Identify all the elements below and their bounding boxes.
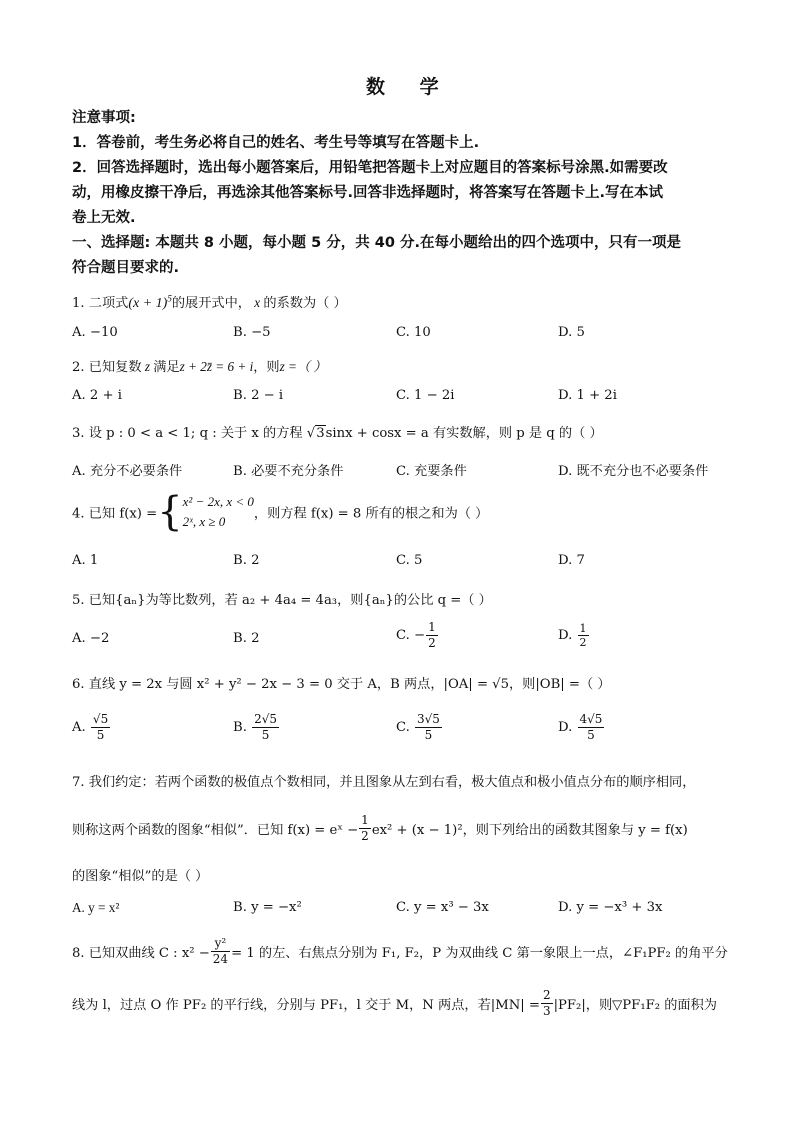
question-7-line-2: 则称这两个函数的图象“相似”．已知 f(x) = eˣ − $\frac{1}{2}$ ex² + (x − 1)²，则下列给出的函数其图象与 y = f(x) bbox=[72, 813, 688, 843]
q7-option-a[interactable]: A. y = x² bbox=[72, 900, 120, 915]
q6-option-b[interactable]: B. $\frac{2√5}{5}$ bbox=[233, 712, 278, 742]
notice-heading: 注意事项: bbox=[72, 110, 136, 126]
question-1: 1. 二项式$(x + 1)^5$的展开式中， x 的系数为（ ） bbox=[72, 293, 347, 311]
question-5: 5. 已知{aₙ}为等比数列，若 a₂ + 4a₄ = 4a₃，则{aₙ}的公比 q =（ ） bbox=[72, 593, 492, 608]
notice-line-2a: 2．回答选择题时，选出每小题答案后，用铅笔把答题卡上对应题目的答案标号涂黑.如需要改 bbox=[72, 160, 668, 176]
q2-option-d[interactable]: D. 1 + 2i bbox=[558, 388, 617, 403]
section-heading-line-2: 符合题目要求的. bbox=[72, 260, 180, 276]
q6-option-d[interactable]: D. $\frac{4√5}{5}$ bbox=[558, 712, 603, 742]
question-6: 6. 直线 y = 2x 与圆 x² + y² − 2x − 3 = 0 交于 A，B 两点，|OA| = √5，则|OB| =（ ） bbox=[72, 677, 611, 692]
q6-option-a[interactable]: A. $\frac{√5}{5}$ bbox=[72, 712, 109, 742]
q6-option-c[interactable]: C. $\frac{3√5}{5}$ bbox=[396, 712, 440, 742]
question-8-line-1: 8. 已知双曲线 C : x² − $\frac{\text{y²}}{24}$ = 1 的左、右焦点分别为 F₁, F₂，P 为双曲线 C 第一象限上一点，∠F₁PF₂ 的角平分 bbox=[72, 936, 728, 966]
question-8-line-2: 线为 l，过点 O 作 PF₂ 的平行线，分别与 PF₁，l 交于 M，N 两点，若|MN| = $\frac{2}{3}$ |PF₂|，则▽PF₁F₂ 的面积为 bbox=[72, 988, 717, 1018]
q3-option-d[interactable]: D. 既不充分也不必要条件 bbox=[558, 464, 709, 479]
question-7-line-1: 7. 我们约定：若两个函数的极值点个数相同，并且图象从左到右看，极大值点和极小值点分布的顺序相同， bbox=[72, 775, 696, 790]
q5-option-a[interactable]: A. −2 bbox=[72, 631, 110, 646]
q4-option-c[interactable]: C. 5 bbox=[396, 553, 423, 568]
q3-option-b[interactable]: B. 必要不充分条件 bbox=[233, 464, 344, 479]
q4-option-a[interactable]: A. 1 bbox=[72, 553, 99, 568]
q1-option-d[interactable]: D. 5 bbox=[558, 325, 585, 340]
notice-line-1: 1．答卷前，考生务必将自己的姓名、考生号等填写在答题卡上. bbox=[72, 135, 480, 151]
q5-option-d[interactable]: D. $\frac{1}{2}$ bbox=[558, 622, 587, 649]
q2-option-c[interactable]: C. 1 − 2i bbox=[396, 388, 455, 403]
q4-option-d[interactable]: D. 7 bbox=[558, 553, 585, 568]
question-4: 4. 已知 f(x) ={ x² − 2x, x < 0 2ˣ, x ≥ 0 ，则方程 f(x) = 8 所有的根之和为（ ） bbox=[72, 489, 489, 535]
q1-option-b[interactable]: B. −5 bbox=[233, 325, 271, 340]
q5-option-b[interactable]: B. 2 bbox=[233, 631, 260, 646]
q2-option-b[interactable]: B. 2 − i bbox=[233, 388, 284, 403]
notice-line-2b: 动，用橡皮擦干净后，再选涂其他答案标号.回答非选择题时，将答案写在答题卡上.写在本试 bbox=[72, 185, 664, 201]
question-7-line-3: 的图象“相似”的是（ ） bbox=[72, 869, 209, 884]
question-2: 2. 已知复数 z 满足z + 2z̄ = 6 + i，则z =（ ） bbox=[72, 359, 327, 375]
q7-option-b[interactable]: B. y = −x² bbox=[233, 900, 302, 915]
q1-option-a[interactable]: A. −10 bbox=[72, 325, 118, 340]
question-3: 3. 设 p : 0 < a < 1; q : 关于 x 的方程 √3sinx + cosx = a 有实数解，则 p 是 q 的（ ） bbox=[72, 426, 603, 441]
section-heading-line-1: 一、选择题: 本题共 8 小题，每小题 5 分，共 40 分.在每小题给出的四个选项中，只有一项是 bbox=[72, 235, 681, 251]
page-title: 数 学 bbox=[366, 76, 453, 98]
q7-option-d[interactable]: D. y = −x³ + 3x bbox=[558, 900, 663, 915]
q4-option-b[interactable]: B. 2 bbox=[233, 553, 260, 568]
q3-option-c[interactable]: C. 充要条件 bbox=[396, 464, 467, 479]
notice-line-2c: 卷上无效. bbox=[72, 210, 136, 226]
q1-option-c[interactable]: C. 10 bbox=[396, 325, 431, 340]
q7-option-c[interactable]: C. y = x³ − 3x bbox=[396, 900, 489, 915]
q3-option-a[interactable]: A. 充分不必要条件 bbox=[72, 464, 183, 479]
q2-option-a[interactable]: A. 2 + i bbox=[72, 388, 122, 403]
q5-option-c[interactable]: C. − $\frac{1}{2}$ bbox=[396, 620, 436, 650]
